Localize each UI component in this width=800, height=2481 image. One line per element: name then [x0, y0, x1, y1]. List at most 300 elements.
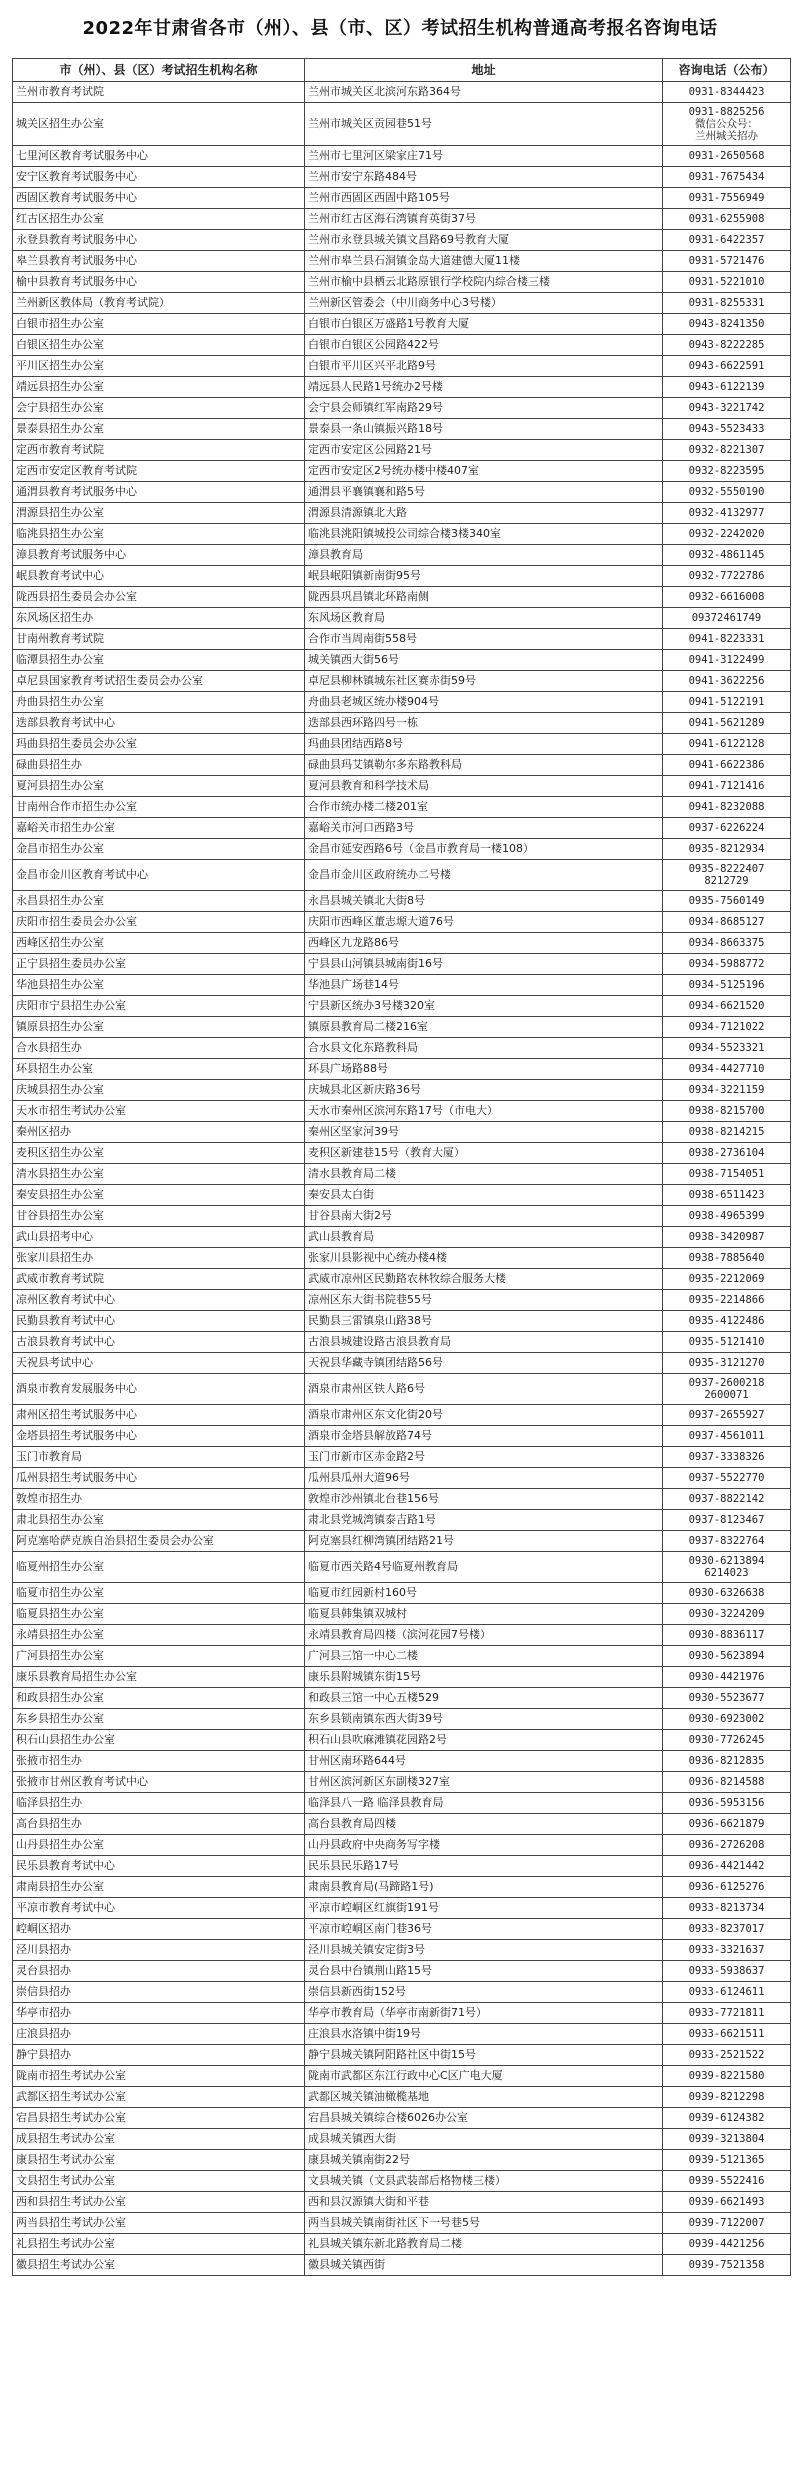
agency-name: 玉门市教育局: [13, 1447, 305, 1468]
agency-address: 嘉峪关市河口西路3号: [305, 818, 663, 839]
phone-number: 0932-7722786: [688, 570, 765, 582]
agency-address: 兰州市皋兰县石洞镇金岛大道建德大厦11楼: [305, 251, 663, 272]
phone-cell: [663, 776, 791, 797]
phone-number: 0933-8237017: [688, 1923, 765, 1935]
agency-name: 积石山县招生办公室: [13, 1730, 305, 1751]
agency-name: 秦安县招生办公室: [13, 1185, 305, 1206]
phone-number: 0943-5523433: [688, 423, 765, 435]
agency-name: 文县招生考试办公室: [13, 2171, 305, 2192]
table-row: [13, 1227, 791, 1248]
phone-cell: [663, 1122, 791, 1143]
table-row: [13, 629, 791, 650]
phone-number: 0938-4965399: [688, 1210, 765, 1222]
table-row: [13, 2129, 791, 2150]
phone-number: 0937-2600218: [688, 1377, 765, 1389]
table-row: [13, 1625, 791, 1646]
table-row: [13, 1164, 791, 1185]
phone-number: 0936-8214588: [688, 1776, 765, 1788]
agency-name: 临潭县招生办公室: [13, 650, 305, 671]
agency-address: 白银市平川区兴平北路9号: [305, 356, 663, 377]
phone-cell: [663, 671, 791, 692]
phone-number: 0932-5550190: [688, 486, 765, 498]
table-row: [13, 1426, 791, 1447]
agency-name: 华池县招生办公室: [13, 975, 305, 996]
agency-address: 兰州市城关区北滨河东路364号: [305, 82, 663, 103]
table-row: [13, 103, 791, 146]
agency-name: 和政县招生办公室: [13, 1688, 305, 1709]
phone-number: 0938-6511423: [688, 1189, 765, 1201]
phone-cell: [663, 1940, 791, 1961]
phone-number: 0931-8255331: [688, 297, 765, 309]
agency-address: 崇信县新西街152号: [305, 1982, 663, 2003]
phone-cell: [663, 692, 791, 713]
table-row: [13, 2108, 791, 2129]
agency-name: 清水县招生办公室: [13, 1164, 305, 1185]
agency-address: 兰州市榆中县栖云北路原银行学校院内综合楼三楼: [305, 272, 663, 293]
phone-number: 0937-8322764: [688, 1535, 765, 1547]
agency-address: 宁县新区统办3号楼320室: [305, 996, 663, 1017]
phone-number: 09372461749: [691, 612, 762, 624]
agency-address: 肃南县教育局(马蹄路1号): [305, 1877, 663, 1898]
agency-name: 永登县教育考试服务中心: [13, 230, 305, 251]
phone-number: 0930-4421976: [688, 1671, 765, 1683]
agency-address: 兰州市西固区西固中路105号: [305, 188, 663, 209]
table-row: [13, 398, 791, 419]
agency-address: 甘州区滨河新区东副楼327室: [305, 1772, 663, 1793]
agency-address: 庆阳市西峰区董志塬大道76号: [305, 912, 663, 933]
phone-cell: [663, 954, 791, 975]
phone-cell: [663, 440, 791, 461]
phone-cell: [663, 272, 791, 293]
agency-name: 西峰区招生办公室: [13, 933, 305, 954]
table-row: [13, 797, 791, 818]
agency-name: 山丹县招生办公室: [13, 1835, 305, 1856]
agency-address: 武都区城关镇油橄榄基地: [305, 2087, 663, 2108]
table-row: [13, 1961, 791, 1982]
phone-cell: [663, 1877, 791, 1898]
phone-number: 0930-8836117: [688, 1629, 765, 1641]
phone-cell: [663, 1101, 791, 1122]
phone-number: 0935-8212934: [688, 843, 765, 855]
agency-address: 合作市统办楼二楼201室: [305, 797, 663, 818]
agency-name: 榆中县教育考试服务中心: [13, 272, 305, 293]
agency-name: 金塔县招生考试服务中心: [13, 1426, 305, 1447]
agency-name: 武都区招生考试办公室: [13, 2087, 305, 2108]
phone-cell: [663, 103, 791, 146]
phone-number: 0934-6621520: [688, 1000, 765, 1012]
table-row: [13, 650, 791, 671]
agency-address: 宁县县山河镇县城南街16号: [305, 954, 663, 975]
agency-address: 甘州区南环路644号: [305, 1751, 663, 1772]
agency-name: 白银区招生办公室: [13, 335, 305, 356]
agency-name: 漳县教育考试服务中心: [13, 545, 305, 566]
agency-address: 渭源县清源镇北大路: [305, 503, 663, 524]
table-row: [13, 713, 791, 734]
table-row: [13, 2045, 791, 2066]
phone-number: 0941-8223331: [688, 633, 765, 645]
phone-cell: [663, 1688, 791, 1709]
table-row: [13, 1468, 791, 1489]
table-row: [13, 692, 791, 713]
agency-address: 文县城关镇（文县武装部后格物楼三楼）: [305, 2171, 663, 2192]
table-row: [13, 1940, 791, 1961]
table-row: [13, 1919, 791, 1940]
agency-address: 夏河县教育和科学技术局: [305, 776, 663, 797]
phone-cell: [663, 818, 791, 839]
agency-name: 宕昌县招生考试办公室: [13, 2108, 305, 2129]
table-row: [13, 1646, 791, 1667]
table-row: [13, 356, 791, 377]
agency-address: 庆城县北区新庆路36号: [305, 1080, 663, 1101]
phone-number: 0932-4132977: [688, 507, 765, 519]
agency-name: 崇信县招办: [13, 1982, 305, 2003]
agency-name: 环县招生办公室: [13, 1059, 305, 1080]
agency-address: 和政县三馆一中心五楼529: [305, 1688, 663, 1709]
agency-name: 镇原县招生办公室: [13, 1017, 305, 1038]
agency-name: 庆阳市招生委员会办公室: [13, 912, 305, 933]
phone-number: 0932-8221307: [688, 444, 765, 456]
phone-number: 0938-2736104: [688, 1147, 765, 1159]
agency-name: 靖远县招生办公室: [13, 377, 305, 398]
agency-address: 天水市秦州区滨河东路17号（市电大）: [305, 1101, 663, 1122]
agency-address: 陇西县巩昌镇北环路南侧: [305, 587, 663, 608]
agency-name: 渭源县招生办公室: [13, 503, 305, 524]
contact-table: [12, 58, 791, 2276]
agency-name: 皋兰县教育考试服务中心: [13, 251, 305, 272]
table-row: [13, 272, 791, 293]
table-row: [13, 1604, 791, 1625]
phone-cell: [663, 2108, 791, 2129]
agency-name: 红古区招生办公室: [13, 209, 305, 230]
phone-number: 0941-3122499: [688, 654, 765, 666]
agency-name: 临夏州招生办公室: [13, 1552, 305, 1583]
phone-cell: [663, 293, 791, 314]
phone-number: 0931-8825256: [688, 106, 765, 118]
agency-address: 武山县教育局: [305, 1227, 663, 1248]
phone-cell: [663, 1552, 791, 1583]
agency-name: 秦州区招办: [13, 1122, 305, 1143]
table-row: [13, 566, 791, 587]
phone-number: 0931-5721476: [688, 255, 765, 267]
agency-address: 东乡县锁南镇东西大街39号: [305, 1709, 663, 1730]
phone-cell: [663, 1531, 791, 1552]
phone-number: 0933-7721811: [688, 2007, 765, 2019]
agency-name: 临泽县招生办: [13, 1793, 305, 1814]
table-row: [13, 1856, 791, 1877]
table-row: [13, 251, 791, 272]
table-row: [13, 2066, 791, 2087]
agency-name: 康县招生考试办公室: [13, 2150, 305, 2171]
agency-name: 舟曲县招生办公室: [13, 692, 305, 713]
agency-address: 兰州新区管委会（中川商务中心3号楼）: [305, 293, 663, 314]
phone-number: 0931-8344423: [688, 86, 765, 98]
phone-cell: [663, 1604, 791, 1625]
phone-cell: [663, 2087, 791, 2108]
agency-address: 环县广场路88号: [305, 1059, 663, 1080]
table-row: [13, 1667, 791, 1688]
phone-number: 0939-6124382: [688, 2112, 765, 2124]
agency-name: 嘉峪关市招生办公室: [13, 818, 305, 839]
table-row: [13, 1814, 791, 1835]
agency-address: 临夏市西关路4号临夏州教育局: [305, 1552, 663, 1583]
agency-address: 华池县广场巷14号: [305, 975, 663, 996]
phone-cell: [663, 1510, 791, 1531]
table-row: [13, 1311, 791, 1332]
phone-cell: [663, 713, 791, 734]
phone-cell: [663, 566, 791, 587]
phone-cell: [663, 1426, 791, 1447]
table-row: [13, 1353, 791, 1374]
agency-address: 临泽县八一路 临泽县教育局: [305, 1793, 663, 1814]
phone-cell: [663, 1982, 791, 2003]
table-row: [13, 954, 791, 975]
agency-name: 民勤县教育考试中心: [13, 1311, 305, 1332]
phone-number: 0934-4427710: [688, 1063, 765, 1075]
agency-address: 敦煌市沙州镇北台巷156号: [305, 1489, 663, 1510]
phone-number: 0943-3221742: [688, 402, 765, 414]
phone-cell: [663, 1489, 791, 1510]
agency-address: 城关镇西大街56号: [305, 650, 663, 671]
agency-name: 礼县招生考试办公室: [13, 2234, 305, 2255]
agency-address: 成县城关镇西大街: [305, 2129, 663, 2150]
agency-name: 成县招生考试办公室: [13, 2129, 305, 2150]
phone-cell: [663, 1269, 791, 1290]
agency-address: 定西市安定区公园路21号: [305, 440, 663, 461]
table-row: [13, 1982, 791, 2003]
phone-cell: [663, 1625, 791, 1646]
phone-cell: [663, 996, 791, 1017]
agency-name: 崆峒区招办: [13, 1919, 305, 1940]
agency-address: 武威市凉州区民勤路农林牧综合服务大楼: [305, 1269, 663, 1290]
phone-cell: [663, 1646, 791, 1667]
phone-cell: [663, 755, 791, 776]
agency-name: 肃北县招生办公室: [13, 1510, 305, 1531]
phone-number: 6214023: [704, 1567, 749, 1579]
table-row: [13, 440, 791, 461]
agency-name: 陇南市招生考试办公室: [13, 2066, 305, 2087]
agency-name: 灵台县招办: [13, 1961, 305, 1982]
phone-number: 0937-4561011: [688, 1430, 765, 1442]
phone-cell: [663, 356, 791, 377]
table-row: [13, 975, 791, 996]
table-row: [13, 1793, 791, 1814]
agency-name: 高台县招生办: [13, 1814, 305, 1835]
phone-number: 0938-7154051: [688, 1168, 765, 1180]
table-row: [13, 1374, 791, 1405]
agency-name: 东乡县招生办公室: [13, 1709, 305, 1730]
agency-address: 广河县三馆一中心二楼: [305, 1646, 663, 1667]
agency-name: 兰州市教育考试院: [13, 82, 305, 103]
agency-address: 平凉市崆峒区南门巷36号: [305, 1919, 663, 1940]
phone-cell: [663, 1468, 791, 1489]
agency-name: 民乐县教育考试中心: [13, 1856, 305, 1877]
agency-name: 定西市教育考试院: [13, 440, 305, 461]
phone-number: 0933-3321637: [688, 1944, 765, 1956]
table-row: [13, 2234, 791, 2255]
table-row: [13, 2150, 791, 2171]
phone-number: 0933-6621511: [688, 2028, 765, 2040]
phone-number: 0935-5121410: [688, 1336, 765, 1348]
header-address: 地址: [305, 59, 663, 82]
phone-number: 0941-5621289: [688, 717, 765, 729]
phone-number: 0935-3121270: [688, 1357, 765, 1369]
phone-number: 2600071: [704, 1389, 749, 1401]
phone-cell: [663, 2066, 791, 2087]
table-row: [13, 1206, 791, 1227]
phone-cell: [663, 1206, 791, 1227]
phone-number: 0935-2214866: [688, 1294, 765, 1306]
phone-cell: [663, 1374, 791, 1405]
agency-address: 舟曲县老城区统办楼904号: [305, 692, 663, 713]
agency-address: 兰州市城关区贡园巷51号: [305, 103, 663, 146]
phone-number: 0939-4421256: [688, 2238, 765, 2250]
agency-name: 静宁县招办: [13, 2045, 305, 2066]
phone-cell: [663, 2024, 791, 2045]
phone-number: 0935-4122486: [688, 1315, 765, 1327]
phone-cell: [663, 608, 791, 629]
agency-address: 陇南市武都区东江行政中心C区广电大厦: [305, 2066, 663, 2087]
table-row: [13, 933, 791, 954]
phone-cell: [663, 230, 791, 251]
table-row: [13, 209, 791, 230]
phone-number: 0943-8241350: [688, 318, 765, 330]
phone-number: 0943-6622591: [688, 360, 765, 372]
phone-cell: [663, 1814, 791, 1835]
agency-address: 兰州市永登县城关镇文昌路69号教育大厦: [305, 230, 663, 251]
phone-number: 0930-5523677: [688, 1692, 765, 1704]
agency-name: 麦积区招生办公室: [13, 1143, 305, 1164]
agency-name: 景泰县招生办公室: [13, 419, 305, 440]
phone-cell: [663, 912, 791, 933]
agency-name: 合水县招生办: [13, 1038, 305, 1059]
agency-name: 张掖市招生办: [13, 1751, 305, 1772]
agency-name: 天祝县考试中心: [13, 1353, 305, 1374]
agency-name: 城关区招生办公室: [13, 103, 305, 146]
agency-address: 积石山县吹麻滩镇花园路2号: [305, 1730, 663, 1751]
phone-cell: [663, 1583, 791, 1604]
phone-number: 0934-8685127: [688, 916, 765, 928]
phone-number: 0930-6213894: [688, 1555, 765, 1567]
phone-cell: [663, 1185, 791, 1206]
table-row: [13, 1447, 791, 1468]
agency-address: 金昌市金川区政府统办二号楼: [305, 860, 663, 891]
agency-address: 玛曲县团结西路8号: [305, 734, 663, 755]
phone-number: 0932-6616008: [688, 591, 765, 603]
agency-address: 玉门市新市区赤金路2号: [305, 1447, 663, 1468]
agency-address: 酒泉市肃州区铁人路6号: [305, 1374, 663, 1405]
phone-number: 0930-7726245: [688, 1734, 765, 1746]
table-row: [13, 671, 791, 692]
table-row: [13, 1531, 791, 1552]
phone-number: 0941-7121416: [688, 780, 765, 792]
agency-name: 临夏县招生办公室: [13, 1604, 305, 1625]
agency-address: 岷县岷阳镇新南街95号: [305, 566, 663, 587]
table-row: [13, 587, 791, 608]
agency-address: 碌曲县玛艾镇勒尔多东路教科局: [305, 755, 663, 776]
phone-number: 0935-7560149: [688, 895, 765, 907]
phone-cell: [663, 1080, 791, 1101]
agency-name: 卓尼县国家教育考试招生委员会办公室: [13, 671, 305, 692]
agency-address: 合水县文化东路教科局: [305, 1038, 663, 1059]
table-row: [13, 2024, 791, 2045]
agency-address: 卓尼县柳林镇城东社区赛赤街59号: [305, 671, 663, 692]
agency-name: 敦煌市招生办: [13, 1489, 305, 1510]
phone-number: 微信公众号：: [695, 118, 758, 130]
agency-address: 白银市白银区公园路422号: [305, 335, 663, 356]
table-row: [13, 188, 791, 209]
phone-number: 0934-5125196: [688, 979, 765, 991]
agency-name: 广河县招生办公室: [13, 1646, 305, 1667]
phone-cell: [663, 1290, 791, 1311]
agency-address: 静宁县城关镇阿阳路社区中街15号: [305, 2045, 663, 2066]
phone-number: 0934-7121022: [688, 1021, 765, 1033]
table-row: [13, 1510, 791, 1531]
phone-cell: [663, 1311, 791, 1332]
agency-name: 岷县教育考试中心: [13, 566, 305, 587]
phone-number: 0938-7885640: [688, 1252, 765, 1264]
phone-number: 0939-7521358: [688, 2259, 765, 2271]
phone-number: 0937-8822142: [688, 1493, 765, 1505]
header-agency: 市（州）、县（区）考试招生机构名称: [13, 59, 305, 82]
agency-name: 庆阳市宁县招生办公室: [13, 996, 305, 1017]
agency-name: 永靖县招生办公室: [13, 1625, 305, 1646]
agency-address: 天祝县华藏寺镇团结路56号: [305, 1353, 663, 1374]
phone-number: 0937-3338326: [688, 1451, 765, 1463]
table-row: [13, 1772, 791, 1793]
phone-number: 0933-2521522: [688, 2049, 765, 2061]
table-row: [13, 2171, 791, 2192]
agency-address: 凉州区东大街书院巷55号: [305, 1290, 663, 1311]
phone-cell: [663, 482, 791, 503]
agency-name: 通渭县教育考试服务中心: [13, 482, 305, 503]
agency-address: 西和县汉源镇大街和平巷: [305, 2192, 663, 2213]
phone-cell: [663, 2150, 791, 2171]
phone-number: 0932-4861145: [688, 549, 765, 561]
agency-address: 酒泉市金塔县解放路74号: [305, 1426, 663, 1447]
agency-address: 永靖县教育局四楼（滨河花园7号楼）: [305, 1625, 663, 1646]
agency-name: 两当县招生考试办公室: [13, 2213, 305, 2234]
phone-cell: [663, 1143, 791, 1164]
agency-address: 甘谷县南大街2号: [305, 1206, 663, 1227]
phone-cell: [663, 1038, 791, 1059]
agency-name: 庆城县招生办公室: [13, 1080, 305, 1101]
agency-address: 庄浪县水洛镇中街19号: [305, 2024, 663, 2045]
table-row: [13, 1751, 791, 1772]
table-row: [13, 839, 791, 860]
table-row: [13, 2213, 791, 2234]
phone-cell: [663, 146, 791, 167]
phone-number: 0932-8223595: [688, 465, 765, 477]
phone-cell: [663, 1227, 791, 1248]
phone-number: 兰州城关招办: [695, 130, 758, 142]
phone-cell: [663, 2003, 791, 2024]
agency-address: 灵台县中台镇荆山路15号: [305, 1961, 663, 1982]
phone-number: 0939-6621493: [688, 2196, 765, 2208]
table-row: [13, 377, 791, 398]
phone-cell: [663, 1017, 791, 1038]
phone-number: 0930-6326638: [688, 1587, 765, 1599]
table-row: [13, 419, 791, 440]
agency-address: 兰州市七里河区梁家庄71号: [305, 146, 663, 167]
agency-address: 康县城关镇南街22号: [305, 2150, 663, 2171]
page-title: 2022年甘肃省各市（州）、县（市、区）考试招生机构普通高考报名咨询电话: [82, 18, 718, 39]
agency-name: 白银市招生办公室: [13, 314, 305, 335]
phone-number: 0933-5938637: [688, 1965, 765, 1977]
agency-address: 合作市当周南街558号: [305, 629, 663, 650]
phone-cell: [663, 1447, 791, 1468]
agency-address: 东风场区教育局: [305, 608, 663, 629]
agency-name: 东风场区招生办: [13, 608, 305, 629]
